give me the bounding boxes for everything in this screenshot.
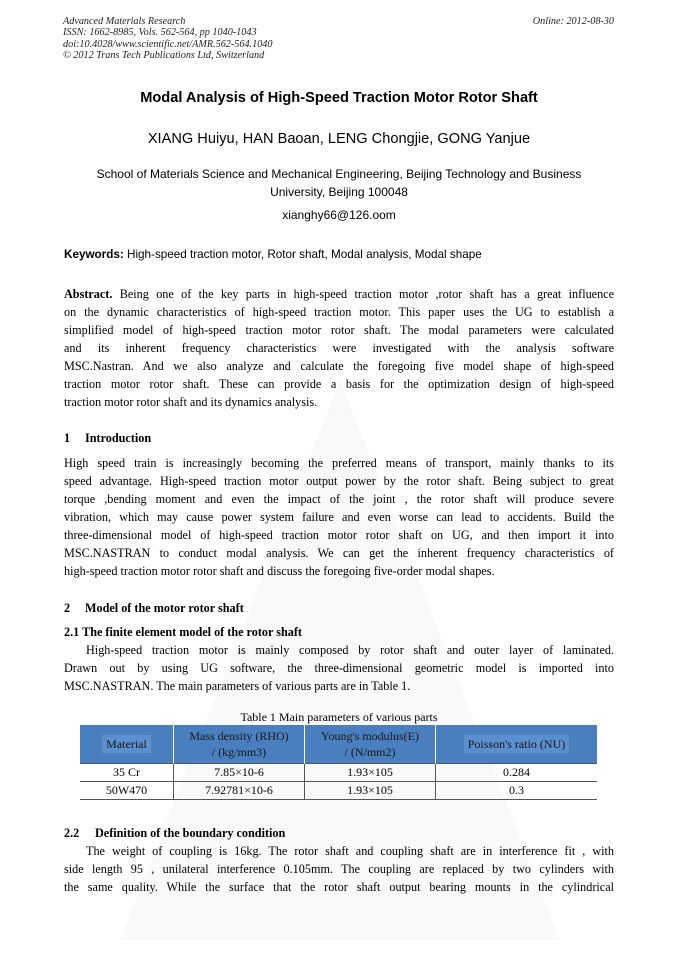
header-material-label: Material [102,735,151,753]
affiliation-line-2: University, Beijing 100048 [270,185,408,199]
intro-line: high-speed traction motor rotor shaft and discuss the foregoing five-order modal shapes. [64,564,495,578]
table-row [80,782,597,800]
journal-header [63,16,272,62]
section-heading-introduction [64,431,151,446]
boundary-line: The weight of coupling is 16kg. The rotor shaft and coupling shaft are in interference fit , with [86,844,614,858]
abstract-line [64,285,614,303]
header-density [174,725,305,764]
header-density-line2: / (kg/mm3) [211,745,267,759]
keywords-label: Keywords: [64,248,124,261]
section-title: Model of the motor rotor shaft [85,601,244,615]
author-list: XIANG Huiyu, HAN Baoan, LENG Chongjie, GONG Yanjue [147,131,531,147]
intro-line: torque ,bending moment and even the impact of the joint , the rotor shaft will produce severe [64,492,614,506]
section-number: 1 [64,431,71,445]
intro-line: MSC.NASTRAN to conduct modal analysis. We can get the inherent frequency characteristics of [64,546,614,560]
subsection-number: 2.2 [64,826,80,840]
cell-modulus: 1.93×105 [305,782,436,800]
abstract-paragraph [64,285,614,411]
cell-material: 50W470 [80,782,174,800]
boundary-line: the same quality. While the surface that the rotor shaft output bearing mounts in the cylindrical [64,880,614,894]
journal-name: Advanced Materials Research [63,16,186,27]
subsection-number: 2.1 [64,625,80,639]
section-number: 2 [64,601,71,615]
abstract-line: traction motor rotor shaft and its dynamics analysis. [64,395,318,409]
section-title: Introduction [85,431,152,445]
keywords [64,248,482,261]
introduction-paragraph [64,454,614,580]
fem-paragraph [64,641,614,695]
cell-modulus: 1.93×105 [305,764,436,782]
fem-line: Drawn out by using UG software, the three-dimensional geometric model is imported into [64,661,614,675]
intro-line: vibration, which may cause power system failure and even worse can lead to accidents. Build the [64,510,614,524]
fem-line: MSC.NASTRAN. The main parameters of various parts are in Table 1. [64,679,411,693]
abstract-line: and its inherent frequency characteristics were investigated with the analysis software [64,341,614,355]
subsection-heading-boundary [64,826,285,841]
header-modulus-line1: Young's modulus(E) [321,729,419,743]
cell-poisson: 0.3 [436,782,598,800]
parameters-table [80,725,597,800]
header-poisson-label: Poisson's ratio (NU) [464,735,570,753]
section-heading-model [64,601,244,616]
abstract-line-text: Being one of the key parts in high-speed traction motor ,rotor shaft has a great influence [119,287,615,301]
cell-poisson: 0.284 [436,764,598,782]
subsection-title: The finite element model of the rotor shaft [82,625,302,639]
boundary-line: side length 95 , unilateral interference 0.105mm. The coupling are replaced by two cylinders with [64,862,614,876]
keywords-text: High-speed traction motor, Rotor shaft, Modal analysis, Modal shape [127,248,482,261]
abstract-line: MSC.Nastran. And we also analyze and calculate the foregoing five model shape of high-speed [64,359,614,373]
cell-density: 7.85×10-6 [174,764,305,782]
boundary-paragraph [64,842,614,896]
header-density-line1: Mass density (RHO) [189,729,289,743]
affiliation [70,165,608,201]
author-email: xianghy66@126.oom [282,208,396,222]
issn-line: ISSN: 1662-8985, Vols. 562-564, pp 1040-1043 [63,27,257,39]
intro-line: speed advantage. High-speed traction motor output power by the rotor shaft. Being subject to great [64,474,614,488]
subsection-heading-fem [64,625,302,640]
intro-line: three-dimensional model of high-speed traction motor rotor shaft on UG, and then import it into [64,528,614,542]
table-row [80,764,597,782]
header-modulus [305,725,436,764]
cell-density: 7.92781×10-6 [174,782,305,800]
header-material [80,725,174,764]
abstract-label: Abstract. [64,287,113,301]
copyright-line: © 2012 Trans Tech Publications Ltd, Switzerland [63,50,265,62]
intro-line: High speed train is increasingly becoming the preferred means of transport, mainly thanks to its [64,456,614,470]
affiliation-line-1: School of Materials Science and Mechanical Engineering, Beijing Technology and Business [96,167,582,181]
abstract-line: on the dynamic characteristics of high-speed traction motor. This paper uses the UG to establish a [64,305,614,319]
paper-title: Modal Analysis of High-Speed Traction Motor Rotor Shaft [140,90,538,106]
online-date: Online: 2012-08-30 [532,16,614,27]
subsection-title: Definition of the boundary condition [95,826,286,840]
cell-material: 35 Cr [80,764,174,782]
abstract-line: simplified model of high-speed traction motor rotor shaft. The modal parameters were calculated [64,323,614,337]
abstract-line: traction motor rotor shaft. These can provide a basis for the optimization design of high-speed [64,377,614,391]
header-modulus-line2: / (N/mm2) [344,745,396,759]
header-poisson [436,725,598,764]
doi-line: doi:10.4028/www.scientific.net/AMR.562-564.1040 [63,38,273,50]
fem-line: High-speed traction motor is mainly composed by rotor shaft and outer layer of laminated. [86,643,614,657]
table-header-row [80,725,597,764]
table-caption: Table 1 Main parameters of various parts [240,710,438,724]
